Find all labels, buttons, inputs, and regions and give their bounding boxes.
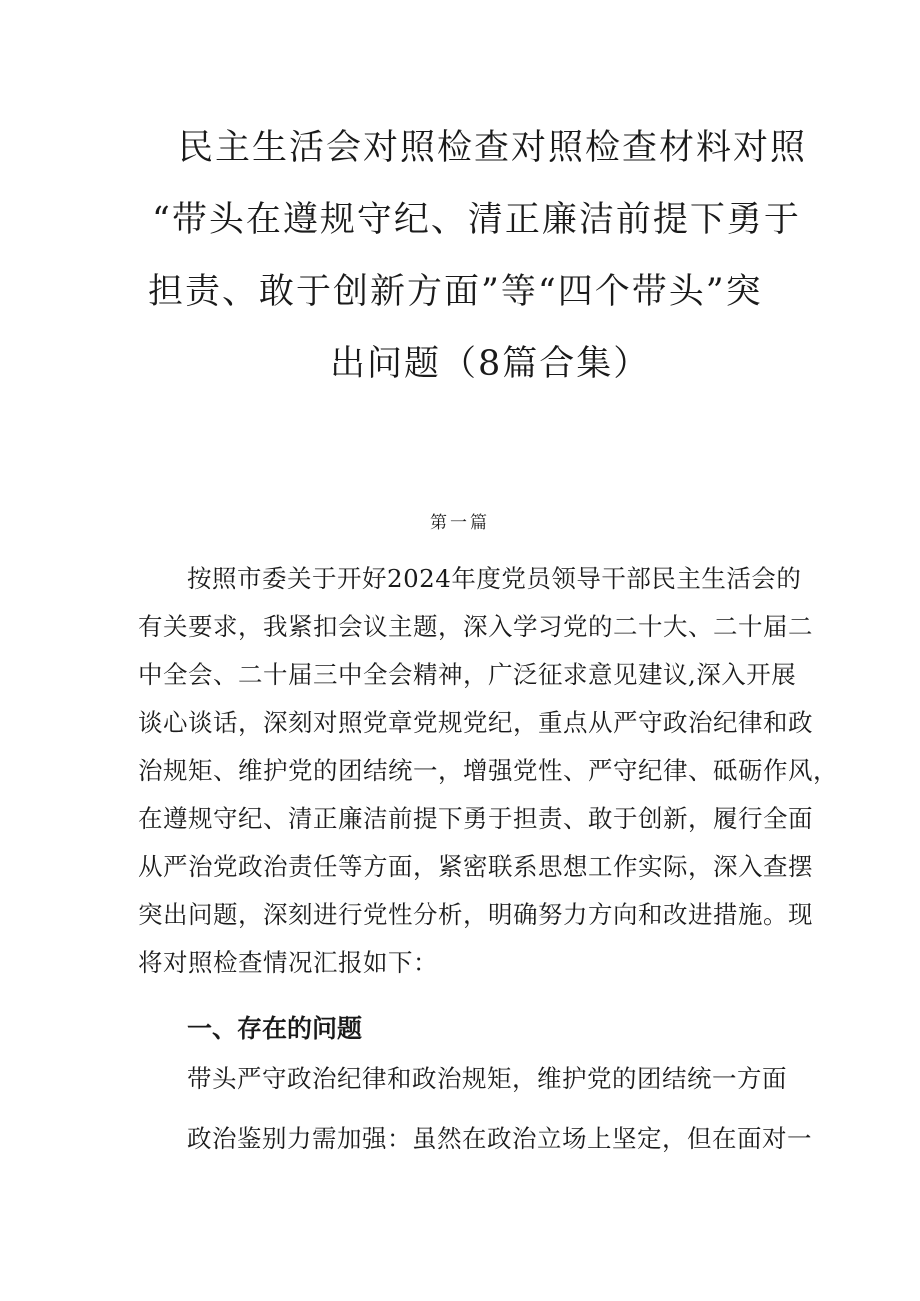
title-line-3: 担责、敢于创新方面”等“四个带头”突 xyxy=(148,272,763,312)
title-line-1: 民主生活会对照检查对照检查材料对照 xyxy=(178,128,808,168)
paragraph-line: 突出问题，深刻进行党性分析，明确努力方向和改进措施。现 xyxy=(138,900,813,929)
paragraph-line: 在遵规守纪、清正廉洁前提下勇于担责、敢于创新，履行全面 xyxy=(138,804,813,833)
section-heading: 一、存在的问题 xyxy=(187,1014,363,1043)
subheading: 带头严守政治纪律和政治规矩，维护党的团结统一方面 xyxy=(187,1064,787,1093)
section-label: 第一篇 xyxy=(430,513,490,533)
title-line-4: 出问题（8篇合集） xyxy=(330,344,651,384)
paragraph-line: 从严治党政治责任等方面，紧密联系思想工作实际，深入查摆 xyxy=(138,852,813,881)
paragraph-line: 治规矩、维护党的团结统一，增强党性、严守纪律、砥砺作风， xyxy=(138,756,838,785)
title-line-2: “带头在遵规守纪、清正廉洁前提下勇于 xyxy=(152,200,801,240)
paragraph-line: 政治鉴别力需加强：虽然在政治立场上坚定，但在面对一 xyxy=(187,1124,812,1153)
paragraph-line: 中全会、二十届三中全会精神，广泛征求意见建议,深入开展 xyxy=(138,660,797,689)
paragraph-line: 将对照检查情况汇报如下： xyxy=(138,948,438,977)
paragraph-line: 谈心谈话，深刻对照党章党规党纪，重点从严守政治纪律和政 xyxy=(138,708,813,737)
paragraph-line: 有关要求，我紧扣会议主题，深入学习党的二十大、二十届二 xyxy=(138,612,813,641)
paragraph-line: 按照市委关于开好2024年度党员领导干部民主生活会的 xyxy=(187,564,802,593)
